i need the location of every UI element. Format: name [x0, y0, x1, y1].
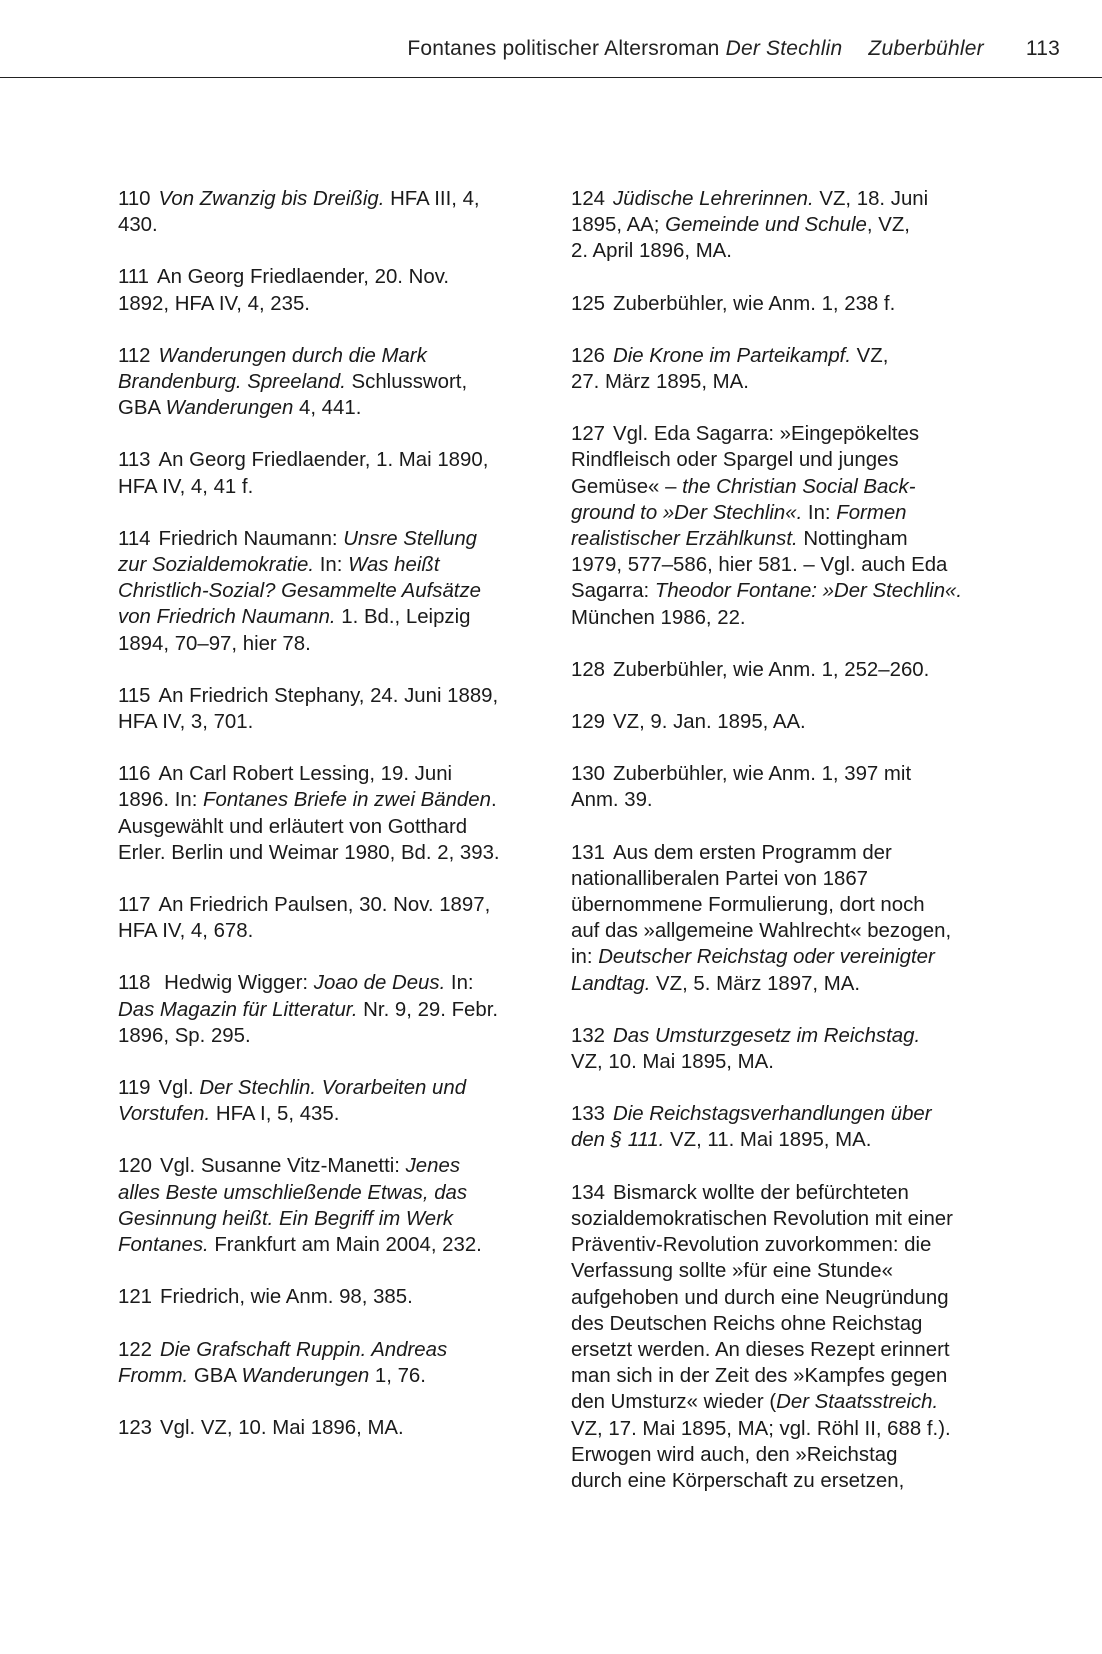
endnote-number: 131 [571, 841, 606, 864]
endnote-text: 1, 76. [369, 1364, 426, 1387]
endnote-number: 125 [571, 292, 606, 315]
endnote-132 [571, 1023, 991, 1075]
endnote-126 [571, 343, 991, 395]
endnote-123 [118, 1415, 538, 1441]
endnote-text: des Deutschen Reichs ohne Reichstag [571, 1312, 923, 1335]
endnote-italic-title: Die Reichstagsverhandlungen über [613, 1103, 932, 1126]
endnote-text: An Friedrich Paulsen, 30. Nov. 1897, [158, 894, 491, 917]
endnote-text: Erwogen wird auch, den »Reichstag [571, 1443, 898, 1466]
endnote-130 [571, 761, 991, 813]
endnote-text: aufgehoben und durch eine Neugründung [571, 1286, 949, 1309]
endnote-italic-title: Formen [836, 501, 907, 524]
endnote-number: 112 [118, 344, 151, 367]
endnote-110 [118, 186, 538, 238]
endnote-italic-title: the Christian Social Back- [682, 475, 916, 498]
endnote-text: Bismarck wollte der befürchteten [613, 1181, 909, 1204]
endnote-text: VZ, 11. Mai 1895, MA. [664, 1129, 872, 1152]
endnote-text: 2. April 1896, MA. [571, 240, 732, 263]
endnote-131 [571, 840, 991, 997]
endnote-text: GBA [188, 1364, 242, 1387]
endnote-italic-title: Brandenburg. Spreeland. [118, 371, 346, 394]
endnote-text: VZ, 10. Mai 1895, MA. [571, 1051, 774, 1074]
endnote-text: 1896. In: [118, 789, 204, 812]
endnote-number: 116 [118, 763, 151, 786]
endnote-text: Vgl. [158, 1077, 200, 1100]
endnote-number: 114 [118, 527, 151, 550]
endnote-134 [571, 1180, 991, 1494]
endnote-text: In: [445, 972, 474, 995]
endnote-text: Verfassung sollte »für eine Stunde« [571, 1260, 893, 1283]
endnote-italic-title: Landtag. [571, 972, 651, 995]
endnote-text: 1895, AA; [571, 214, 666, 237]
endnote-text: , VZ, [866, 214, 910, 237]
endnote-number: 128 [571, 658, 606, 681]
endnote-text: Präventiv-Revolution zuvorkommen: die [571, 1234, 932, 1257]
endnote-italic-title: Was heißt [348, 554, 440, 577]
endnote-italic-title: realistischer Erzählkunst. [571, 528, 798, 551]
endnote-text: man sich in der Zeit des »Kampfes gegen [571, 1365, 948, 1388]
endnote-text: 1892, HFA IV, 4, 235. [118, 292, 310, 315]
endnote-text: 1979, 577–586, hier 581. – Vgl. auch Eda [571, 554, 948, 577]
endnote-text: Zuberbühler, wie Anm. 1, 397 mit [613, 763, 912, 786]
endnote-text: VZ, 9. Jan. 1895, AA. [613, 711, 806, 734]
notes-column-right [571, 186, 991, 1520]
endnote-125 [571, 291, 991, 317]
endnote-119 [118, 1075, 538, 1127]
endnote-number: 126 [571, 344, 606, 367]
endnote-text: Vgl. VZ, 10. Mai 1896, MA. [160, 1416, 404, 1439]
endnote-text: Vgl. Eda Sagarra: »Eingepökeltes [613, 423, 920, 446]
endnote-115 [118, 683, 538, 735]
endnote-italic-title: Das Umsturzgesetz im Reichstag. [613, 1024, 921, 1047]
endnote-text: Gemüse« – [571, 475, 683, 498]
endnote-text: VZ, [851, 344, 889, 367]
endnote-italic-title: Die Grafschaft Ruppin. Andreas [160, 1338, 448, 1361]
endnote-italic-title: Christlich-Sozial? Gesammelte Aufsätze [118, 580, 482, 603]
endnote-122 [118, 1337, 538, 1389]
endnote-italic-title: Jenes [405, 1155, 461, 1178]
endnote-italic-title: Das Magazin für Litteratur. [118, 998, 358, 1021]
endnote-number: 122 [118, 1338, 153, 1361]
endnote-text: Friedrich Naumann: [158, 527, 344, 550]
endnote-italic-title: Von Zwanzig bis Dreißig. [158, 188, 385, 210]
endnote-text: 1894, 70–97, hier 78. [118, 632, 311, 655]
endnote-number: 118 [118, 972, 151, 995]
endnote-italic-title: Theodor Fontane: »Der Stechlin«. [654, 580, 963, 603]
endnote-italic-title: Gemeinde und Schule [665, 214, 867, 237]
endnote-text: VZ, 18. Juni [813, 188, 929, 210]
running-header [0, 0, 1102, 78]
endnote-text: Sagarra: [571, 580, 655, 603]
endnote-number: 115 [118, 684, 151, 707]
endnote-text: Nr. 9, 29. Febr. [357, 998, 499, 1021]
endnote-number: 129 [571, 711, 606, 734]
endnote-italic-title: Wanderungen durch die Mark [158, 344, 427, 367]
endnote-italic-title: Die Krone im Parteikampf. [613, 344, 852, 367]
endnote-number: 134 [571, 1181, 606, 1204]
endnote-italic-title: Jüdische Lehrerinnen. [613, 188, 814, 210]
endnote-italic-title: Der Staatsstreich. [776, 1391, 939, 1414]
endnote-text: Erler. Berlin und Weimar 1980, Bd. 2, 393. [118, 841, 500, 864]
endnote-text: Rindfleisch oder Spargel und junges [571, 449, 899, 472]
endnote-118 [118, 970, 538, 1049]
endnote-italic-title: Fromm. [118, 1364, 189, 1387]
endnote-112 [118, 343, 538, 422]
endnote-128 [571, 657, 991, 683]
endnote-127 [571, 421, 991, 631]
endnote-number: 127 [571, 423, 606, 446]
endnote-text: . [490, 789, 497, 812]
endnote-number: 111 [118, 266, 149, 289]
notes-column-left [118, 186, 538, 1467]
endnote-text: An Georg Friedlaender, 1. Mai 1890, [158, 449, 489, 472]
endnote-italic-title: Fontanes. [118, 1234, 209, 1257]
running-author: Zuberbühler [868, 37, 984, 60]
endnote-italic-title: von Friedrich Naumann. [118, 606, 336, 629]
endnote-italic-title: Unsre Stellung [343, 527, 477, 550]
endnote-text: Anm. 39. [571, 789, 653, 812]
endnote-text: An Carl Robert Lessing, 19. Juni [158, 763, 453, 786]
endnote-text: 1896, Sp. 295. [118, 1024, 251, 1047]
endnote-text: Schlusswort, [345, 371, 468, 394]
endnote-italic-title: Der Stechlin. Vorarbeiten und [199, 1077, 467, 1100]
endnote-133 [571, 1101, 991, 1153]
endnote-text: Vgl. Susanne Vitz-Manetti: [160, 1155, 406, 1178]
endnote-text: nationalliberalen Partei von 1867 [571, 867, 869, 890]
endnote-number: 110 [118, 188, 151, 210]
endnote-number: 130 [571, 763, 606, 786]
endnote-text: Nottingham [797, 528, 908, 551]
running-title-italic: Der Stechlin [725, 37, 843, 60]
endnote-text: auf das »allgemeine Wahlrecht« bezogen, [571, 920, 952, 943]
endnote-text: 430. [118, 214, 158, 237]
endnote-text: Zuberbühler, wie Anm. 1, 238 f. [613, 292, 896, 315]
endnote-text: VZ, 5. März 1897, MA. [650, 972, 861, 995]
endnote-text: sozialdemokratischen Revolution mit einer [571, 1207, 953, 1230]
endnote-italic-title: alles Beste umschließende Etwas, das [118, 1181, 468, 1204]
endnote-italic-title: Vorstufen. [118, 1103, 211, 1126]
endnote-text: HFA III, 4, [384, 188, 480, 210]
running-title: Fontanes politischer Altersroman [407, 37, 720, 60]
endnote-text: in: [571, 946, 599, 969]
endnote-text: In: [314, 554, 349, 577]
endnote-text: 1. Bd., Leipzig [335, 606, 471, 629]
endnote-text: Friedrich, wie Anm. 98, 385. [160, 1286, 413, 1309]
endnote-117 [118, 892, 538, 944]
endnote-text: HFA I, 5, 435. [210, 1103, 340, 1126]
endnote-text: HFA IV, 3, 701. [118, 711, 254, 734]
endnote-italic-title: den § 111. [571, 1129, 665, 1152]
endnote-text: Ausgewählt und erläutert von Gotthard [118, 815, 468, 838]
endnote-number: 133 [571, 1103, 606, 1126]
endnote-number: 124 [571, 188, 606, 210]
endnote-italic-title: Joao de Deus. [313, 972, 446, 995]
endnote-text: München 1986, 22. [571, 606, 746, 629]
endnote-text: HFA IV, 4, 678. [118, 920, 254, 943]
endnote-text: VZ, 17. Mai 1895, MA; vgl. Röhl II, 688 f.). [571, 1417, 951, 1440]
endnote-124 [571, 186, 991, 265]
endnote-text: An Friedrich Stephany, 24. Juni 1889, [158, 684, 499, 707]
endnote-text: Frankfurt am Main 2004, 232. [208, 1234, 482, 1257]
endnote-text: den Umsturz« wieder ( [571, 1391, 777, 1414]
endnote-text: GBA [118, 397, 166, 420]
endnote-italic-title: ground to »Der Stechlin«. [571, 501, 803, 524]
endnote-italic-title: Fontanes Briefe in zwei Bänden [203, 789, 491, 812]
endnote-121 [118, 1284, 538, 1310]
endnote-number: 121 [118, 1286, 153, 1309]
endnote-number: 119 [118, 1077, 151, 1100]
endnote-text: ersetzt werden. An dieses Rezept erinnert [571, 1338, 950, 1361]
endnote-italic-title: zur Sozialdemokratie. [118, 554, 315, 577]
endnote-number: 132 [571, 1024, 606, 1047]
endnote-number: 123 [118, 1416, 153, 1439]
endnote-text: Hedwig Wigger: [158, 972, 314, 995]
endnote-129 [571, 709, 991, 735]
endnote-text: 4, 441. [293, 397, 362, 420]
endnote-number: 113 [118, 449, 151, 472]
endnote-text: Zuberbühler, wie Anm. 1, 252–260. [613, 658, 930, 681]
endnote-text: durch eine Körperschaft zu ersetzen, [571, 1469, 905, 1492]
endnote-text: Aus dem ersten Programm der [613, 841, 892, 864]
endnote-114 [118, 526, 538, 657]
endnote-111 [118, 264, 538, 316]
endnote-number: 117 [118, 894, 151, 917]
endnote-120 [118, 1153, 538, 1258]
endnote-italic-title: Gesinnung heißt. Ein Begriff im Werk [118, 1207, 454, 1230]
endnote-text: 27. März 1895, MA. [571, 371, 749, 394]
page-number: 113 [1025, 37, 1060, 60]
endnote-text: An Georg Friedlaender, 20. Nov. [157, 266, 450, 289]
endnote-text: In: [802, 501, 837, 524]
endnote-number: 120 [118, 1155, 153, 1178]
endnote-italic-title: Deutscher Reichstag oder vereinigter [598, 946, 935, 969]
endnote-text: HFA IV, 4, 41 f. [118, 475, 254, 498]
endnote-italic-title: Wanderungen [165, 397, 294, 420]
endnote-italic-title: Wanderungen [241, 1364, 370, 1387]
endnote-text: übernommene Formulierung, dort noch [571, 894, 925, 917]
running-header-text [407, 37, 1060, 61]
endnote-116 [118, 761, 538, 866]
endnote-113 [118, 447, 538, 499]
